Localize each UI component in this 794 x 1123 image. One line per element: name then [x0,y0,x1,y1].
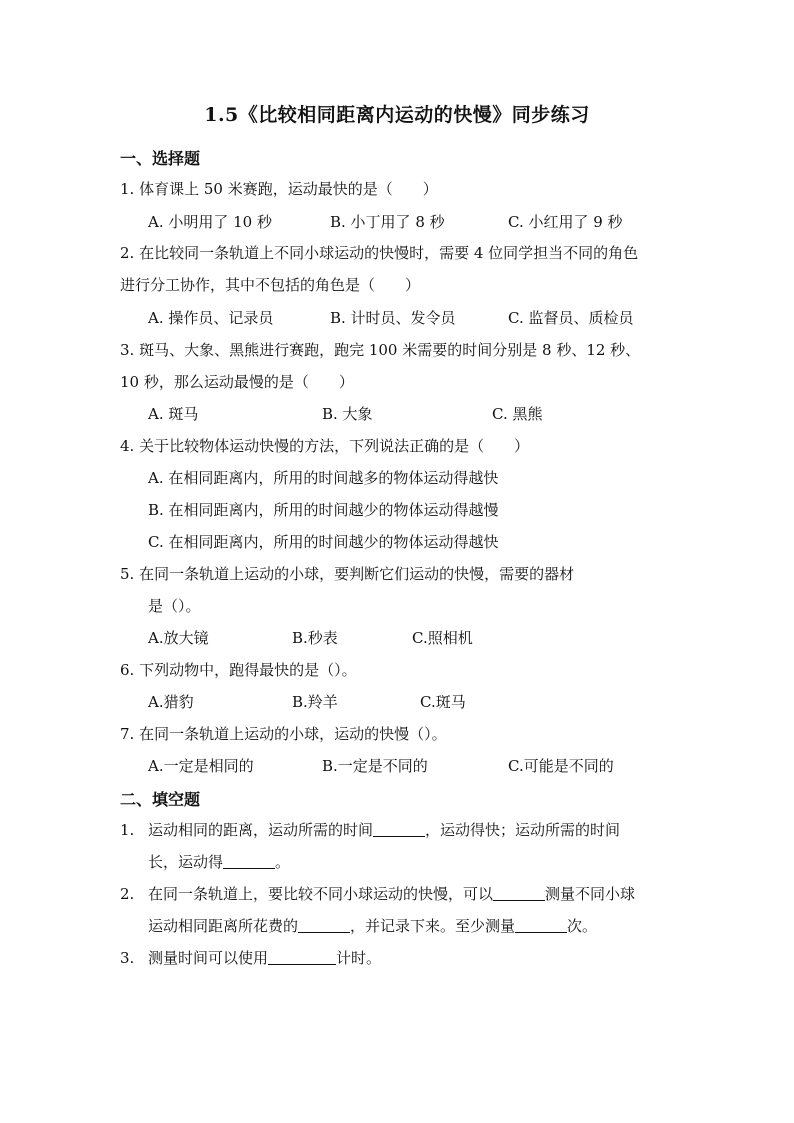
question-7-option-b: B.一定是不同的 [322,757,428,775]
question-2-stem-line1: 2. 在比较同一条轨道上不同小球运动的快慢时，需要 4 位同学担当不同的角色 [120,244,639,262]
question-3-option-b: B. 大象 [322,405,373,423]
question-6-option-b: B.羚羊 [292,693,338,711]
section-heading-choice: 一、选择题 [120,149,201,168]
fill-2-blank-3[interactable] [515,918,567,933]
fill-2-text-c: 运动相同距离所花费的 [148,917,299,935]
fill-2-text-a: 在同一条轨道上，要比较不同小球运动的快慢，可以 [148,885,494,903]
fill-2-blank-1[interactable] [493,886,545,901]
fill-1-text-a: 运动相同的距离，运动所需的时间 [148,821,374,839]
section-heading-fill: 二、填空题 [120,790,201,809]
question-4-option-c: C. 在相同距离内，所用的时间越少的物体运动得越快 [148,533,499,551]
question-6-option-a: A.猎豹 [148,693,194,711]
fill-1-number: 1. [120,821,135,839]
fill-2-text-e: 次。 [567,917,598,935]
question-5-option-c: C.照相机 [412,629,473,647]
question-5-stem-line1: 5. 在同一条轨道上运动的小球，要判断它们运动的快慢，需要的器材 [120,565,575,583]
question-5-option-b: B.秒表 [292,629,338,647]
fill-1-text-c: 长，运动得 [148,853,224,871]
fill-2-text-d: ，并记录下来。至少测量 [350,917,516,935]
question-4-option-a: A. 在相同距离内，所用的时间越多的物体运动得越快 [148,469,499,487]
question-4-option-b: B. 在相同距离内，所用的时间越少的物体运动得越慢 [148,501,499,519]
fill-2-line2 [148,915,597,936]
question-1-option-b: B. 小丁用了 8 秒 [330,213,445,231]
page-title: 1.5《比较相同距离内运动的快慢》同步练习 [204,104,590,126]
question-7-option-a: A.一定是相同的 [148,757,254,775]
fill-2-blank-2[interactable] [298,918,350,933]
fill-3-text-a: 测量时间可以使用 [148,949,269,967]
question-1-option-c: C. 小红用了 9 秒 [508,213,623,231]
fill-2-text-b: 测量不同小球 [545,885,636,903]
question-6-option-c: C.斑马 [420,693,466,711]
question-5-stem-line2: 是（）。 [148,597,201,615]
question-3-option-c: C. 黑熊 [492,405,543,423]
question-2-option-a: A. 操作员、记录员 [148,309,274,327]
fill-3-text-b: 计时。 [336,949,382,967]
question-2-option-b: B. 计时员、发令员 [330,309,456,327]
question-3-option-a: A. 斑马 [148,405,199,423]
fill-3-number: 3. [120,949,135,967]
fill-3-blank-1[interactable] [268,950,336,965]
fill-1-text-d: 。 [275,853,291,871]
fill-1-text-b: ，运动得快；运动所需的时间 [425,821,621,839]
fill-1-line2 [148,851,290,872]
question-4-stem: 4. 关于比较物体运动快慢的方法，下列说法正确的是（ ） [120,437,530,455]
question-6-stem: 6. 下列动物中，跑得最快的是（）。 [120,661,357,679]
fill-1-line1 [120,819,620,840]
fill-1-blank-1[interactable] [373,822,425,837]
question-3-stem-line2: 10 秒，那么运动最慢的是（ ） [120,373,354,391]
question-5-option-a: A.放大镜 [148,629,209,647]
fill-2-line1 [120,883,635,904]
question-1-option-a: A. 小明用了 10 秒 [148,213,272,231]
question-3-stem-line1: 3. 斑马、大象、黑熊进行赛跑，跑完 100 米需要的时间分别是 8 秒、12 秒、 [120,341,641,359]
fill-1-blank-2[interactable] [223,854,275,869]
question-2-option-c: C. 监督员、质检员 [508,309,634,327]
fill-3-line1 [120,947,381,968]
question-1-stem: 1. 体育课上 50 米赛跑，运动最快的是（ ） [120,180,438,198]
question-7-stem: 7. 在同一条轨道上运动的小球，运动的快慢（）。 [120,725,447,743]
fill-2-number: 2. [120,885,135,903]
question-7-option-c: C.可能是不同的 [508,757,614,775]
question-2-stem-line2: 进行分工协作，其中不包括的角色是（ ） [120,276,421,294]
